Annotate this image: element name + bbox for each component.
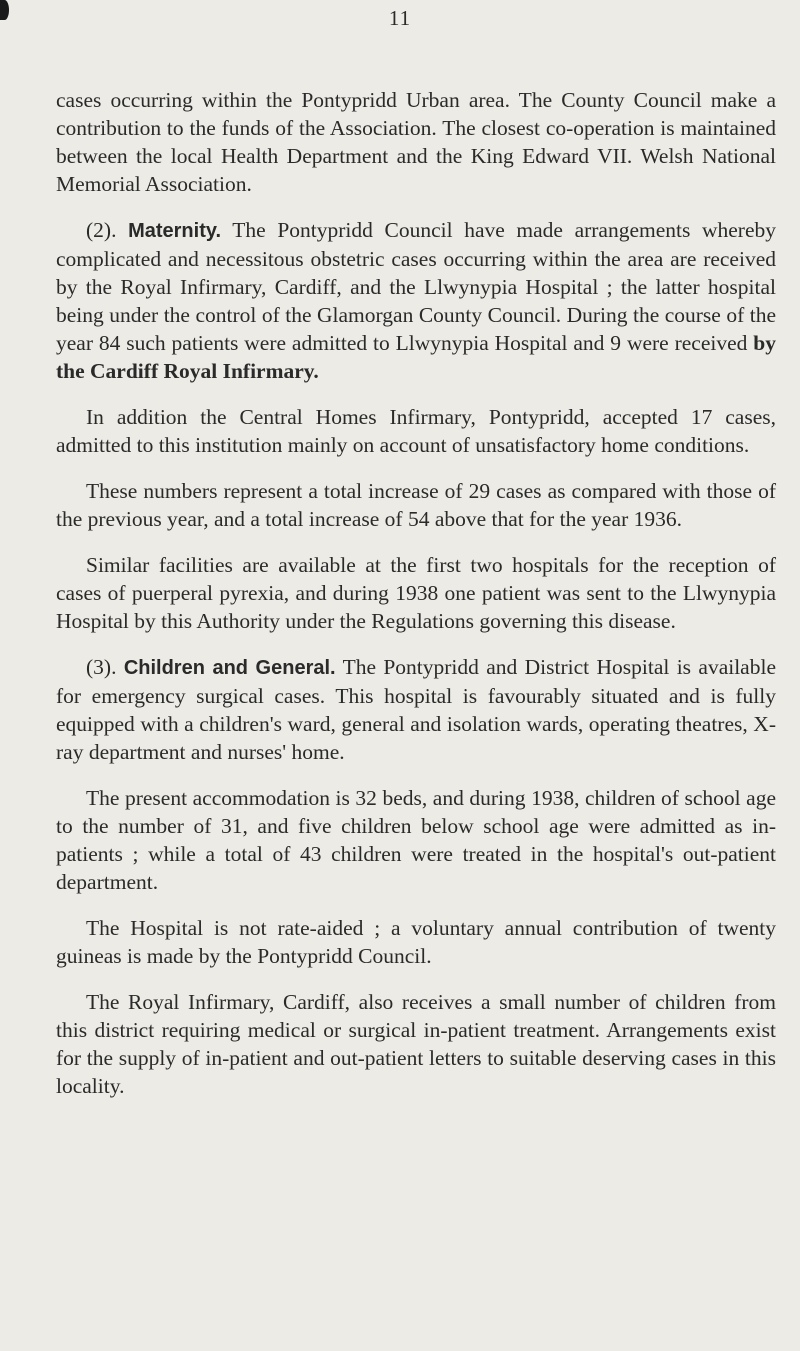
body-text bbox=[56, 86, 776, 1118]
page-number: 11 bbox=[388, 6, 412, 30]
heading-children-general: Children and General. bbox=[123, 657, 336, 679]
paragraph-7 bbox=[56, 784, 776, 896]
paragraph-9 bbox=[56, 988, 776, 1100]
paragraph-children-general-text: The Pontypridd and District Hospital is available for emergency surgical cases. This hospital is favourably situated and is fully equipped with a children's ward, general and isolation wards, operating theatres, X-ray department and nurses' home. bbox=[56, 655, 776, 764]
paragraph-maternity-bold-text: by the Cardiff Royal Infirmary. bbox=[56, 331, 776, 383]
section-number-2: (2). bbox=[86, 218, 117, 242]
paragraph-4 bbox=[56, 477, 776, 533]
paragraph-1 bbox=[56, 86, 776, 198]
paragraph-4-text: These numbers represent a total increase of 29 cases as compared with those of the previous year, and a total increase of 54 above that for the year 1936. bbox=[56, 479, 776, 531]
paragraph-maternity bbox=[56, 216, 776, 385]
paragraph-maternity-text: The Pontypridd Council have made arrangements whereby complicated and necessitous obstetric cases occurring within the area are received by the Royal Infirmary, Cardiff, and the Llwynypia Hospital ; the latter hospital being under the control of the Glamorgan County Council. During the course of the year 84 such patients were admitted to Llwynypia Hospital and 9 were received bbox=[56, 218, 777, 355]
paragraph-3 bbox=[56, 403, 776, 459]
section-number-3: (3). bbox=[86, 655, 117, 679]
paragraph-children-general bbox=[56, 653, 776, 766]
paragraph-5 bbox=[56, 551, 776, 635]
paragraph-8 bbox=[56, 914, 776, 970]
paragraph-7-text: The present accommodation is 32 beds, and during 1938, children of school age to the number of 31, and five children below school age were admitted as in-patients ; while a total of 43 children were treated in the hospital's out-patient department. bbox=[56, 786, 776, 894]
paragraph-8-text: The Hospital is not rate-aided ; a voluntary annual contribution of twenty guineas is made by the Pontypridd Council. bbox=[56, 916, 776, 968]
paragraph-5-text: Similar facilities are available at the first two hospitals for the reception of cases of puerperal pyrexia, and during 1938 one patient was sent to the Llwynypia Hospital by this Authority under the Regulations governing this disease. bbox=[56, 553, 776, 633]
paragraph-1-text: cases occurring within the Pontypridd Urban area. The County Council make a contribution to the funds of the Association. The closest co-operation is maintained between the local Health Department and the King Edward VII. Welsh National Memorial Association. bbox=[56, 88, 776, 196]
heading-maternity: Maternity. bbox=[128, 220, 222, 242]
paragraph-3-text: In addition the Central Homes Infirmary, Pontypridd, accepted 17 cases, admitted to this institution mainly on account of unsatisfactory home conditions. bbox=[56, 405, 776, 457]
paragraph-9-text: The Royal Infirmary, Cardiff, also receives a small number of children from this district requiring medical or surgical in-patient treatment. Arrangements exist for the supply of in-patient and out-patient letters to suitable deserving cases in this locality. bbox=[56, 990, 776, 1098]
